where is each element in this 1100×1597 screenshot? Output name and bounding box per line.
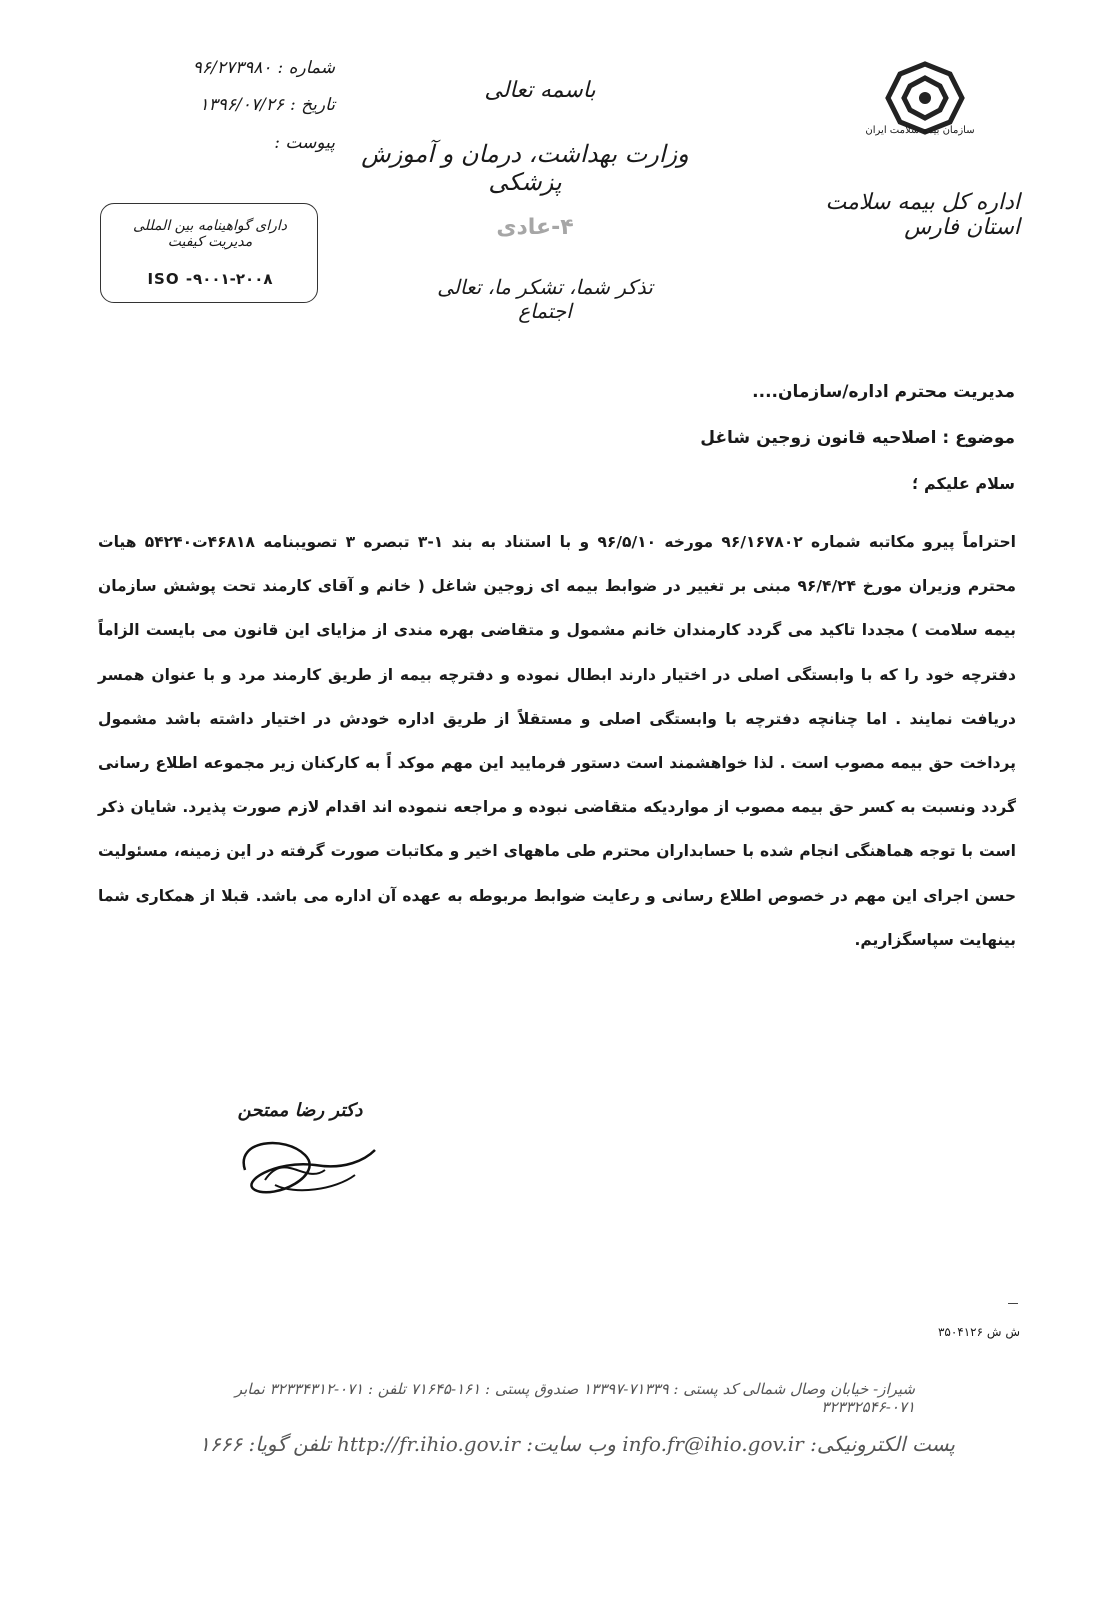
handwritten-signature [215,1130,385,1210]
reference-code: ش ش ۳۵۰۴۱۲۶ [937,1325,1020,1339]
letter-attachment [170,133,335,153]
recipient: مدیریت محترم اداره/سازمان.... [752,382,1015,402]
bismillah: باسمه تعالی [484,78,596,103]
letter-date-value: ۱۳۹۶/۰۷/۲۶ [199,95,285,115]
letter-body: احتراماً پیرو مکاتبه شماره ۹۶/۱۶۷۸۰۲ مورخه ۹۶/۵/۱۰ و با استناد به بند ۱-۳ تبصره ۳ تصویبنامه ۴۶۸۱۸ت۵۴۲۴۰ هیات محترم وزیران مورخ ۹۶/۴/۲۴ مبنی بر تغییر در ضوابط بیمه ای زوجین شاغل ( خانم و آقای کارمند تحت پوشش سازمان بیمه سلامت ) مجددا تاکید می گردد کارمندان خانم مشمول و متقاضی بهره مندی از مزایای این قانون می بایست الزاماً دفترچه خود را که با وابستگی اصلی در اختیار دارند ابطال نموده و دفترچه بیمه از طریق کارمند مرد و با عنوان همسر دریافت نمایند . اما چنانچه دفترچه با وابستگی اصلی و مستقلاً از طریق اداره خودش در اختیار داشته باشد مشمول پرداخت حق بیمه مصوب است . لذا خواهشمند است دستور فرمایید این مهم موکد اً به کارکنان زیر مجموعه اطلاع رسانی گردد ونسبت به کسر حق بیمه مصوب از مواردیکه متقاضی نبوده و مراجعه ننموده اند اقدام لازم صورت پذیرد. شایان ذکر است با توجه هماهنگی انجام شده با حسابداران محترم طی ماههای اخیر و مکاتبات صورت گرفته در این زمینه، مسئولیت حسن اجرای این مهم در خصوص اطلاع رسانی و رعایت ضوابط مربوطه به عهده آن اداره می باشد. قبلا از همکاری شما بینهایت سپاسگزاریم. [98,533,1016,949]
letter-date [170,95,335,115]
org-name: اداره کل بیمه سلامت استان فارس [825,190,1020,240]
logo-caption: سازمان بیمه سلامت ایران [865,125,975,136]
subject-line: موضوع : اصلاحیه قانون زوجین شاغل [700,428,1015,448]
greeting: سلام علیکم ؛ [912,474,1015,493]
signatory-name: دکتر رضا ممتحن [237,1100,363,1121]
ministry-title: وزارت بهداشت، درمان و آموزش پزشکی [361,140,689,196]
iso-code: ISO -۹۰۰۱-۲۰۰۸ [147,270,273,288]
letter-date-label: تاریخ : [290,95,335,115]
letter-attachment-label: پیوست : [274,133,335,153]
footer-contact: پست الکترونیکی: info.fr@ihio.gov.ir وب سایت: http://fr.ihio.gov.ir تلفن گویا: ۱۶۶۶ [199,1432,955,1456]
footer-address: شیراز- خیابان وصال شمالی کد پستی : ۷۱۳۳۹-۱۳۳۹۷ صندوق پستی : ۱۶۱-۷۱۶۴۵ تلفن : ۰۷۱-۳۲۳۳۴۳۱۲ نمابر ۰۷۱-۳۲۳۳۲۵۴۶ [234,1380,915,1416]
motto: تذکر شما، تشکر ما، تعالی اجتماع [437,275,653,323]
letter-number-label: شماره : [277,58,335,78]
footer-mark [1008,1303,1018,1304]
classification-stamp: ۴-عادی [496,215,574,240]
letter-number [170,58,335,78]
letter-number-value: ۹۶/۲۷۳۹۸۰ [192,58,272,78]
iso-title: دارای گواهینامه بین المللی مدیریت کیفیت [133,218,287,250]
